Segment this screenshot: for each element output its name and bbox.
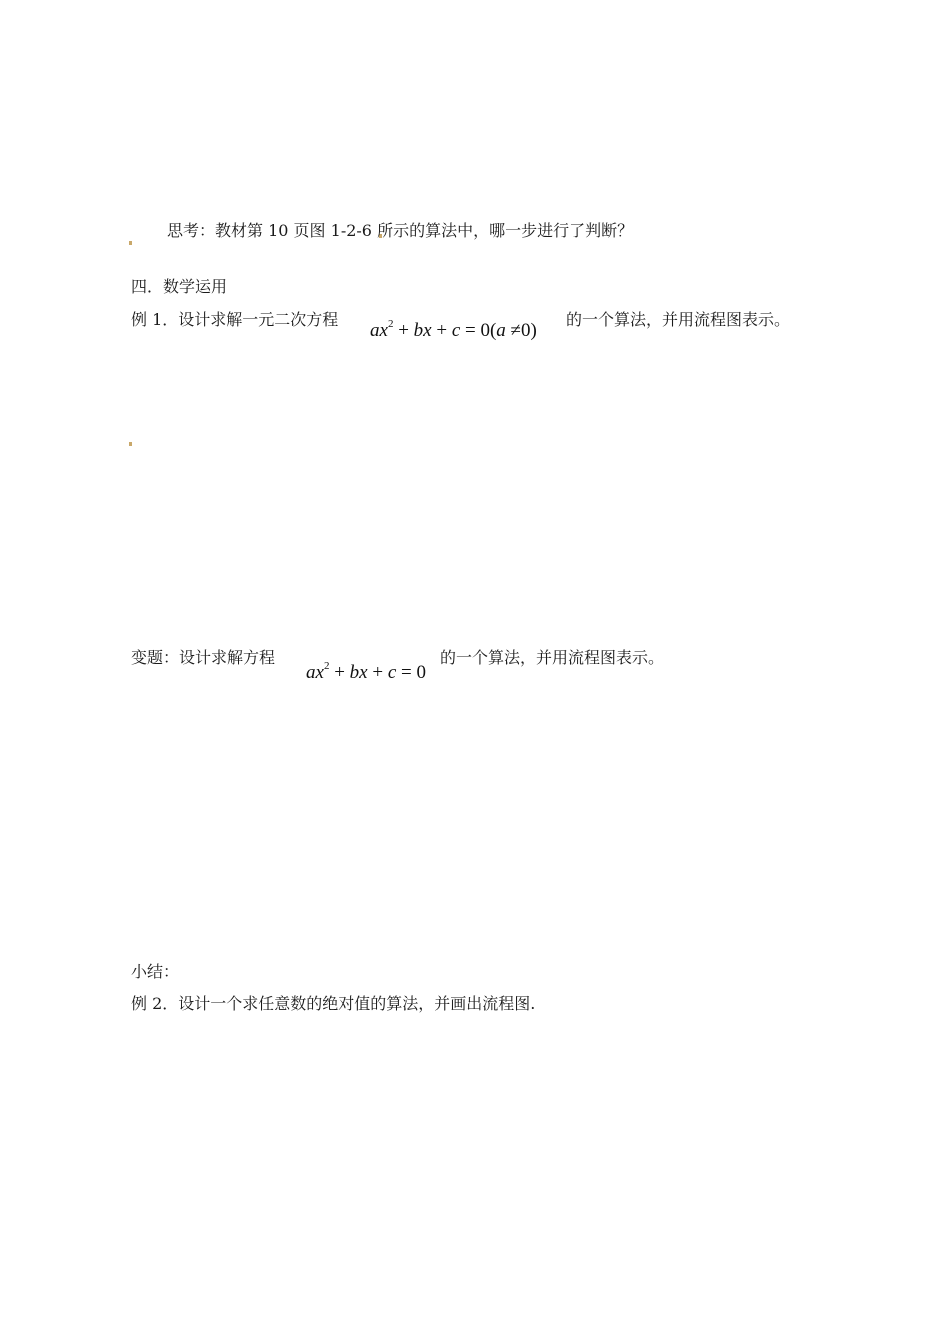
variant-formula: $ax^2$ + bx + c = 0: [306, 660, 426, 683]
margin-marker: [129, 241, 132, 245]
example2-text: 例 2．设计一个求任意数的绝对值的算法，并画出流程图.: [131, 994, 536, 1013]
example1-formula: $ax^2$ + bx + c = 0(a ≠0): [370, 318, 537, 341]
think-label: 思考：: [167, 221, 216, 240]
example1-suffix: 的一个算法，并用流程图表示。: [566, 310, 791, 329]
margin-marker: [129, 442, 132, 446]
example1-prefix: 例 1．设计求解一元二次方程: [131, 310, 339, 329]
summary-label: 小结：: [131, 962, 180, 981]
variant-prefix: 变题：设计求解方程: [131, 648, 276, 667]
think-paragraph: [167, 220, 633, 242]
section-heading: 四．数学运用: [131, 277, 228, 296]
think-text: 教材第 10 页图 1-2-6 所示的算法中，哪一步进行了判断？: [215, 221, 634, 240]
variant-suffix: 的一个算法，并用流程图表示。: [440, 648, 665, 667]
